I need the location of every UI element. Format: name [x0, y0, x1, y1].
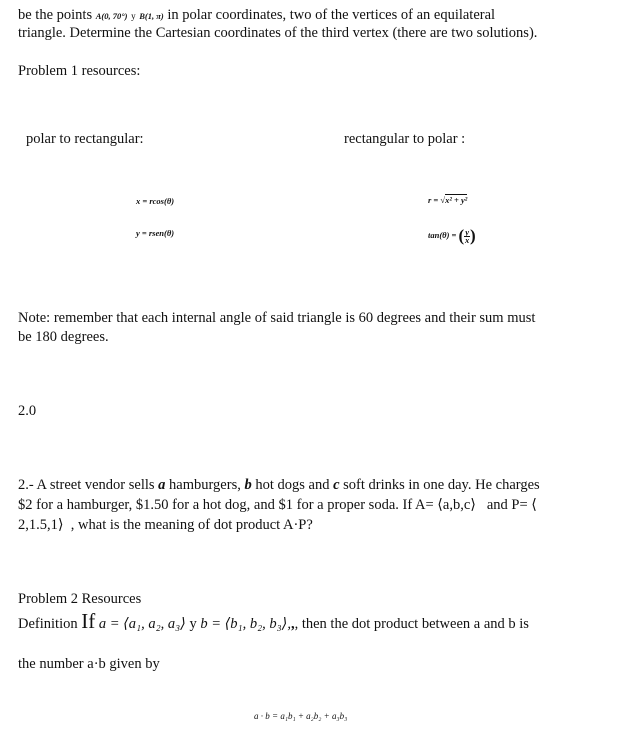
open-paren: (: [458, 226, 465, 245]
if-word: If: [81, 609, 96, 633]
equation-tan: [428, 226, 476, 246]
problem2-line1: [18, 476, 540, 495]
rect-to-polar-label: rectangular to polar :: [344, 131, 466, 147]
sqrt-sign: √: [440, 195, 446, 205]
problem2-text-b: hamburgers,: [169, 477, 241, 493]
extra-comma: ,: [290, 616, 295, 632]
note-line1: Note: remember that each internal angle of said triangle is 60 degrees and their sum must: [18, 310, 536, 326]
equation-r-radicand: x² + y²: [445, 195, 468, 205]
section-number: 2.0: [18, 403, 37, 419]
close-paren: ): [469, 226, 476, 245]
problem2-line2: $2 for a hamburger, $1.50 for a hot dog, and $1 for a proper soda. If A= ⟨a,b,c⟩ and P= ⟨: [18, 497, 537, 513]
problem2-line3: 2,1.5,1⟩ , what is the meaning of dot product A·P?: [18, 517, 313, 533]
problem2-text-c: hot dogs and: [255, 477, 330, 493]
equation-r-lhs: r =: [428, 195, 439, 205]
tan-denominator: x: [464, 234, 470, 245]
equation-x: x = rcos(θ): [136, 196, 175, 206]
polar-to-rect-label: polar to rectangular:: [26, 131, 144, 147]
var-b: b: [244, 477, 252, 493]
point-a: A(0, 70°): [95, 11, 128, 21]
problem2-text-d: soft drinks in one day. He charges: [343, 477, 540, 493]
var-c: c: [333, 477, 340, 493]
definition-tail: , then the dot product between a and b is: [294, 616, 529, 632]
problem1-intro-tail: in polar coordinates, two of the vertices of an equilateral: [167, 7, 496, 23]
definition-word: Definition: [18, 616, 78, 632]
equation-r: [428, 195, 467, 205]
vector-a: a = ⟨a₁, a₂, a₃⟩: [98, 616, 186, 632]
note-line2: be 180 degrees.: [18, 329, 109, 345]
problem1-intro: be the points: [18, 7, 93, 23]
problem1-line2: triangle. Determine the Cartesian coordinates of the third vertex (there are two solutions).: [18, 25, 538, 41]
resources1-heading: Problem 1 resources:: [18, 63, 141, 79]
var-a: a: [158, 477, 166, 493]
problem1-line1: [18, 6, 618, 26]
problem2-text-a: 2.- A street vendor sells: [18, 477, 155, 493]
equation-tan-lhs: tan(θ) =: [428, 229, 457, 240]
dot-product-formula: a · b = a₁b₁ + a₂b₂ + a₃b₃: [254, 711, 348, 721]
definition-line2: the number a·b given by: [18, 656, 160, 672]
resources2-heading: Problem 2 Resources: [18, 591, 142, 607]
tan-numerator: y: [465, 226, 469, 237]
y-conjunction-2: y: [189, 616, 197, 632]
equation-y: y = rsen(θ): [136, 228, 175, 238]
point-b: B(1, π): [139, 11, 164, 21]
vector-b: b = ⟨b₁, b₂, b₃⟩,: [200, 616, 291, 632]
definition-line: [18, 609, 529, 634]
y-conjunction: y: [131, 11, 136, 21]
